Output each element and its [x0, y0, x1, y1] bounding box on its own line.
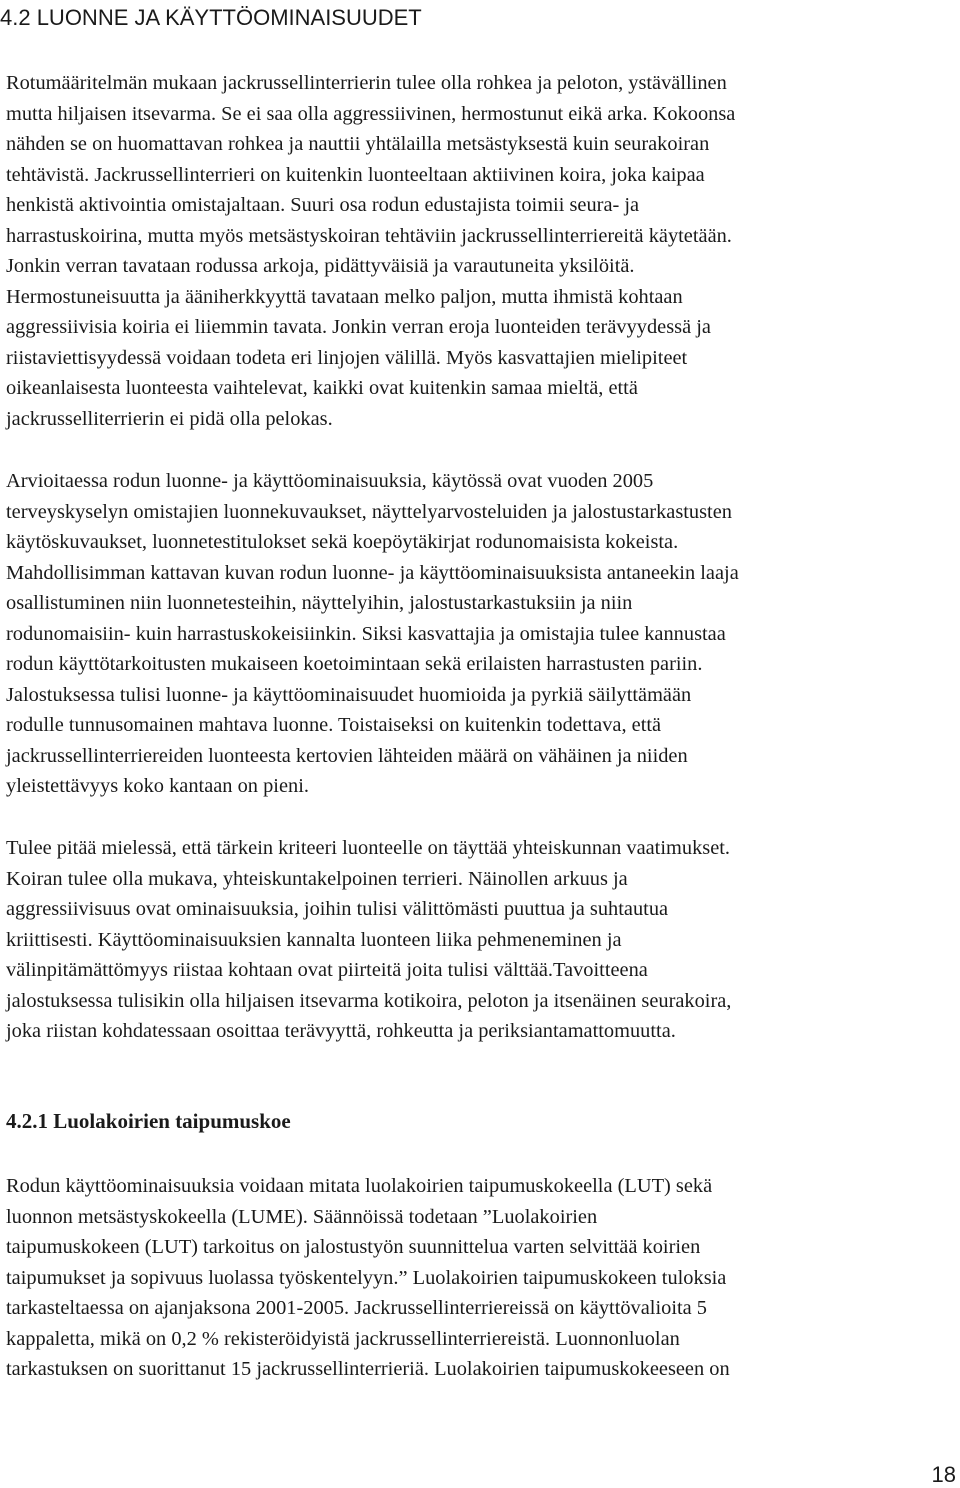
text-line: Rotumääritelmän mukaan jackrussellinterrierin tulee olla rohkea ja peloton, ystävällinen: [6, 72, 727, 94]
text-line: jackrusselliterrierin ei pidä olla pelokas.: [6, 407, 333, 430]
text-line: kriittisesti. Käyttöominaisuuksien kannalta luonteen liika pehmeneminen ja: [6, 928, 622, 951]
text-line: taipumukset ja sopivuus luolassa työskentelyyn.” Luolakoirien taipumuskokeen tuloksia: [6, 1266, 727, 1289]
text-line: riistaviettisyydessä voidaan todeta eri linjojen välillä. Myös kasvattajien mielipiteet: [6, 346, 688, 369]
subsection-heading: 4.2.1 Luolakoirien taipumuskoe: [6, 1109, 291, 1133]
page-number: 18: [931, 1462, 956, 1487]
text-line: taipumuskokeen (LUT) tarkoitus on jalostustyön suunnittelua varten selvittää koirien: [6, 1236, 701, 1258]
text-line: tarkastuksen on suorittanut 15 jackrussellinterrieriä. Luolakoirien taipumuskokeeseen on: [6, 1358, 730, 1380]
text-line: Rodun käyttöominaisuuksia voidaan mitata luolakoirien taipumuskokeella (LUT) sekä: [6, 1175, 713, 1197]
paragraph-den-test: [6, 1171, 958, 1385]
text-line: rodulle tunnusomainen mahtava luonne. Toistaiseksi on kuitenkin todettava, että: [6, 714, 662, 736]
text-line: rodun käyttötarkoitusten mukaiseen koetoimintaan sekä erilaisten harrastusten pariin.: [6, 653, 703, 675]
text-line: harrastuskoirina, mutta myös metsästyskoiran tehtäviin jackrussellinterriereitä käytetään.: [6, 224, 732, 247]
section-heading: 4.2 LUONNE JA KÄYTTÖOMINAISUUDET: [0, 5, 422, 30]
text-line: Hermostuneisuutta ja ääniherkkyyttä tavataan melko paljon, mutta ihmistä kohtaan: [6, 285, 683, 308]
text-line: jalostuksessa tulisikin olla hiljaisen itsevarma kotikoira, peloton ja itsenäinen seurakoira,: [6, 989, 732, 1012]
text-line: Jonkin verran tavataan rodussa arkoja, pidättyväisiä ja varautuneita yksilöitä.: [6, 255, 635, 277]
text-line: mutta hiljaisen itsevarma. Se ei saa olla aggressiivinen, hermostunut eikä arka. Kokoonsa: [6, 102, 736, 125]
paragraph-breeding-goals: [6, 833, 958, 1047]
text-line: välinpitämättömyys riistaa kohtaan ovat piirteitä joita tulisi välttää.Tavoitteena: [6, 959, 648, 981]
text-line: oikeanlaisesta luonteesta vaihtelevat, kaikki ovat kuitenkin samaa mieltä, että: [6, 377, 638, 399]
text-line: luonnon metsästyskokeella (LUME). Säännöissä todetaan ”Luolakoirien: [6, 1205, 598, 1228]
text-line: Jalostuksessa tulisi luonne- ja käyttöominaisuudet huomioida ja pyrkiä säilyttämään: [6, 683, 692, 706]
text-line: Tulee pitää mielessä, että tärkein kriteeri luonteelle on täyttää yhteiskunnan vaatimukset.: [6, 837, 731, 859]
text-line: käytöskuvaukset, luonnetestitulokset sekä koepöytäkirjat rodunomaisista kokeista.: [6, 531, 679, 553]
text-line: Koiran tulee olla mukava, yhteiskuntakelpoinen terrieri. Näinollen arkuus ja: [6, 867, 628, 890]
text-line: henkistä aktivointia omistajaltaan. Suuri osa rodun edustajista toimii seura- ja: [6, 194, 640, 216]
text-line: yleistettävyys koko kantaan on pieni.: [6, 775, 309, 797]
text-line: tehtävistä. Jackrussellinterrieri on kuitenkin luonteeltaan aktiivinen koira, joka kaipaa: [6, 163, 705, 186]
text-line: kappaletta, mikä on 0,2 % rekisteröidyistä jackrussellinterriereistä. Luonnonluolan: [6, 1327, 680, 1350]
text-line: terveyskyselyn omistajien luonnekuvaukset, näyttelyarvosteluiden ja jalostustarkastusten: [6, 500, 732, 523]
text-line: Arvioitaessa rodun luonne- ja käyttöominaisuuksia, käytössä ovat vuoden 2005: [6, 470, 654, 492]
text-line: nähden se on huomattavan rohkea ja nauttii yhtälailla metsästyksestä kuin seurakoiran: [6, 133, 710, 155]
text-line: joka riistan kohdatessaan osoittaa terävyyttä, rohkeutta ja periksiantamattomuutta.: [6, 1020, 676, 1042]
text-line: rodunomaisiin- kuin harrastuskokeisiinkin. Siksi kasvattajia ja omistajia tulee kannustaa: [6, 622, 726, 645]
paragraph-temperament-standard: [6, 68, 958, 434]
text-line: osallistuminen niin luonnetesteihin, näyttelyihin, jalostustarkastuksiin ja niin: [6, 592, 633, 614]
text-line: jackrussellinterriereiden luonteesta kertovien lähteiden määrä on vähäinen ja niiden: [6, 744, 688, 767]
paragraph-evaluation-sources: [6, 466, 958, 802]
text-line: tarkasteltaessa on ajanjaksona 2001-2005. Jackrussellinterriereissä on käyttövalioita 5: [6, 1297, 707, 1319]
text-line: aggressiivisuus ovat ominaisuuksia, joihin tulisi välittömästi puuttua ja suhtautua: [6, 898, 669, 920]
text-line: Mahdollisimman kattavan kuvan rodun luonne- ja käyttöominaisuuksista antaneekin laaja: [6, 561, 739, 584]
text-line: aggressiivisia koiria ei liiemmin tavata. Jonkin verran eroja luonteiden terävyydessä ja: [6, 316, 711, 338]
